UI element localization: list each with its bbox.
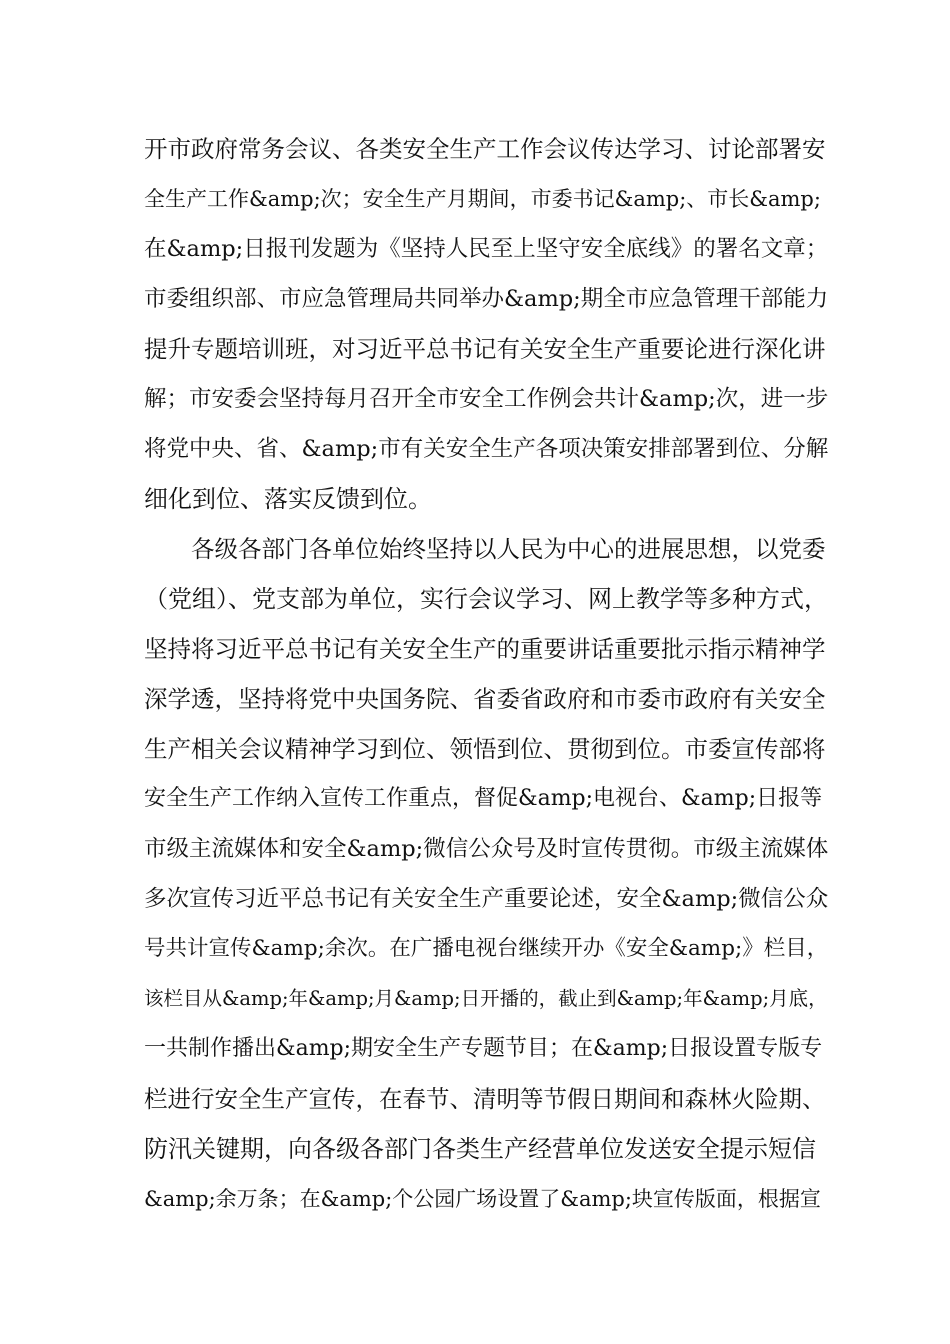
text-line: 防汛关键期，向各级各部门各类生产经营单位发送安全提示短信 [144, 1135, 816, 1163]
text-line: 多次宣传习近平总书记有关安全生产重要论述，安全&amp;微信公众 [144, 886, 829, 912]
text-line: （党组）、党支部为单位，实行会议学习、网上教学等多种方式， [144, 585, 828, 613]
text-line: 开市政府常务会议、各类安全生产工作会议传达学习、讨论部署安 [144, 135, 826, 163]
text-line: 提升专题培训班，对习近平总书记有关安全生产重要论进行深化讲 [144, 335, 826, 363]
text-line: &amp;余万条；在&amp;个公园广场设置了&amp;块宣传版面，根据宣 [144, 1187, 821, 1211]
text-line: 市级主流媒体和安全&amp;微信公众号及时宣传贯彻。市级主流媒体 [144, 836, 829, 862]
text-line: 细化到位、落实反馈到位。 [144, 485, 432, 513]
text-line: 安全生产工作纳入宣传工作重点，督促&amp;电视台、&amp;日报等 [144, 786, 823, 811]
text-line: 在&amp;日报刊发题为《坚持人民至上坚守安全底线》的署名文章； [144, 236, 829, 262]
text-line: 坚持将习近平总书记有关安全生产的重要讲话重要批示指示精神学 [144, 635, 826, 663]
text-line: 号共计宣传&amp;余次。在广播电视台继续开办《安全&amp;》栏目， [144, 936, 829, 961]
text-line: 该栏目从&amp;年&amp;月&amp;日开播的，截止到&amp;年&amp;月底， [144, 987, 828, 1010]
text-line: 各级各部门各单位始终坚持以人民为中心的进展思想，以党委 [144, 535, 826, 563]
text-line: 市委组织部、市应急管理局共同举办&amp;期全市应急管理干部能力 [144, 286, 829, 312]
text-line: 深学透，坚持将党中央国务院、省委省政府和市委市政府有关安全 [144, 685, 826, 713]
text-line: 栏进行安全生产宣传，在春节、清明等节假日期间和森林火险期、 [144, 1085, 826, 1113]
body-text [144, 124, 834, 1224]
text-line: 全生产工作&amp;次；安全生产月期间，市委书记&amp;、市长&amp; [144, 187, 821, 211]
text-line: 一共制作播出&amp;期安全生产专题节目；在&amp;日报设置专版专 [144, 1036, 823, 1061]
text-line: 将党中央、省、&amp;市有关安全生产各项决策安排部署到位、分解 [144, 436, 829, 462]
text-line: 生产相关会议精神学习到位、领悟到位、贯彻到位。市委宣传部将 [144, 735, 826, 763]
text-line: 解；市安委会坚持每月召开全市安全工作例会共计&amp;次，进一步 [144, 386, 829, 412]
